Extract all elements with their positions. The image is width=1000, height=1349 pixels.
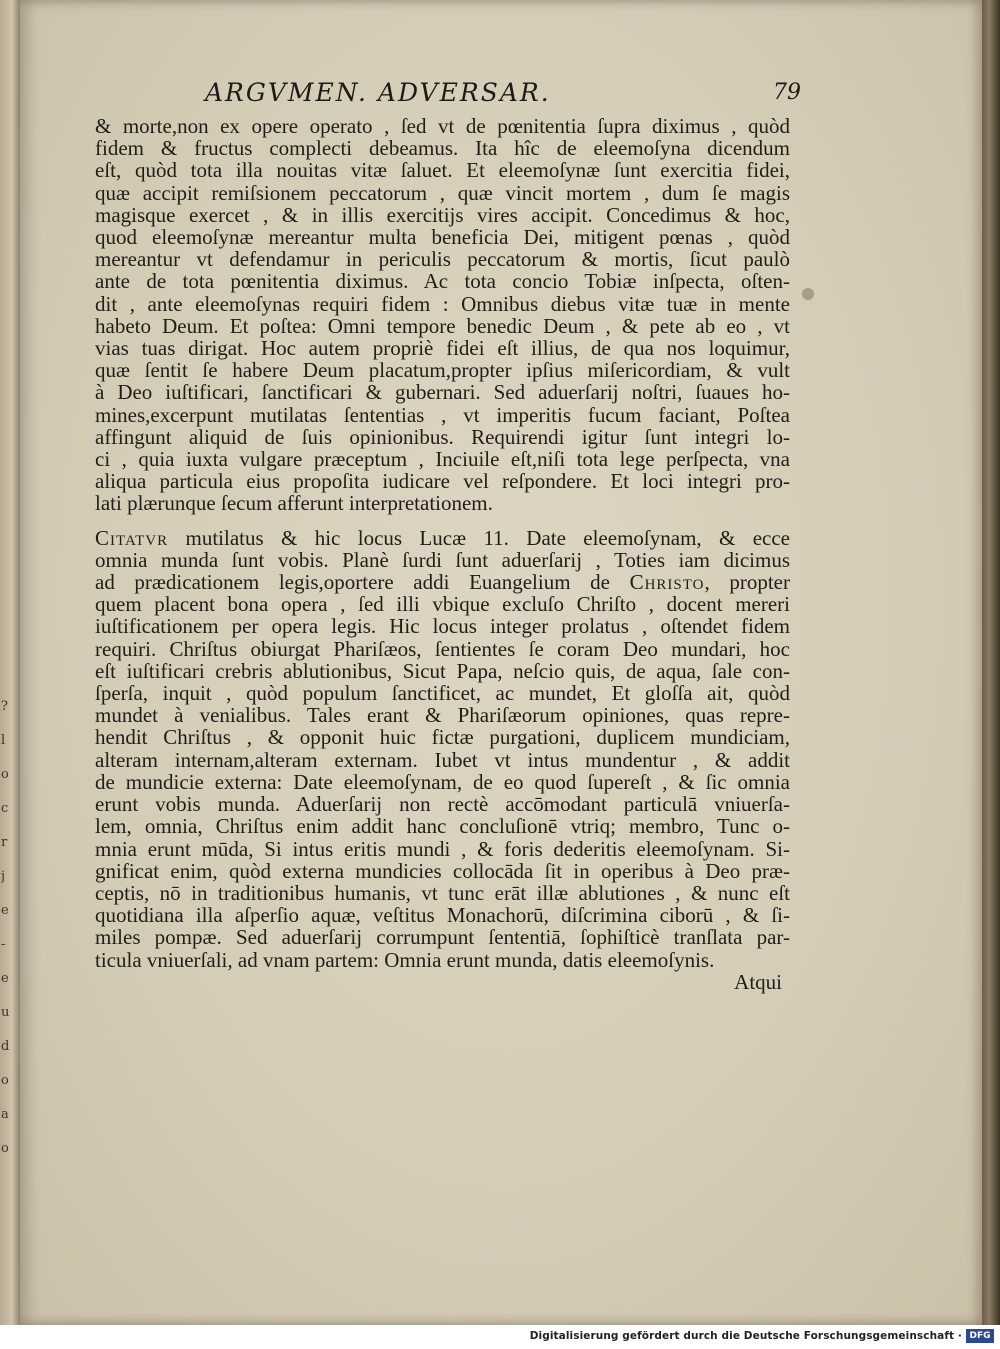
- text-line: omnia munda ſunt vobis. Planè ſurdi ſunt aduerſarij , Toties iam dicimus: [95, 547, 790, 572]
- facing-page-char: r: [1, 835, 8, 850]
- facing-page-char: o: [1, 1073, 9, 1088]
- text-line: quæ accipit remiſsionem peccatorum , quæ vincit mortem , dum ſe magis: [95, 180, 790, 205]
- text-line: affingunt aliquid de ſuis opinionibus. Requirendi igitur ſunt integri lo-: [95, 424, 790, 449]
- text-line: quem placent bona opera , ſed illi vbique excluſo Chriſto , docent mereri: [95, 592, 790, 617]
- text-line: requiri. Chriſtus obiurgat Phariſæos, ſentientes ſe coram Deo mundari, hoc: [95, 636, 790, 661]
- text-line: eſt iuſtificari crebris ablutionibus, Sicut Papa, neſcio quis, de aqua, ſale con-: [95, 658, 790, 683]
- page-number: 79: [773, 80, 801, 105]
- text-line: magisque exercet , & in illis exercitijs vires accipit. Concedimus & hoc,: [95, 202, 790, 227]
- facing-page-char: a: [1, 1107, 9, 1122]
- text-line: gnificat enim, quòd externa mundicies collocāda ſit in operibus à Deo præ-: [95, 858, 790, 883]
- text-fragment: ad prædicationem legis,oportere addi Euangelium de: [95, 570, 630, 595]
- facing-page-char: e: [1, 971, 9, 986]
- text-line: quod eleemoſynæ mereantur multa beneficia Dei, mitigent pœnas , quòd: [95, 225, 790, 250]
- facing-page-char: -: [1, 937, 6, 952]
- text-line: ticula vniuerſali, ad vnam partem: Omnia erunt munda, datis eleemoſynis.: [95, 947, 715, 972]
- facing-page-margin-text: [1, 690, 19, 1166]
- text-line: & morte,non ex opere operato , ſed vt de pœnitentia ſupra diximus , quòd: [95, 114, 790, 138]
- facing-page-char: ?: [1, 699, 8, 714]
- text-line: erunt vobis munda. Aduerſarij non rectè accōmodant particulā vniuerſa-: [95, 792, 790, 817]
- text-line: lati plærunque ſecum afferunt interpretationem.: [95, 491, 493, 516]
- paragraph-1: [95, 115, 790, 515]
- footer-credit: Digitalisierung gefördert durch die Deutsche Forschungsgemeinschaft ·: [529, 1330, 962, 1342]
- text-line: fidem & fructus complecti debeamus. Ita hîc de eleemoſyna dicendum: [95, 136, 790, 161]
- text-line: quotidiana illa aſperſio aquæ, veſtitus Monachorū, diſcrimina ciborū , & ſi-: [95, 903, 790, 928]
- footer-bar: [0, 1325, 1000, 1349]
- text-line: miles pompæ. Sed aduerſarij corrumpunt ſententiā, ſophiſticè tranſlata par-: [95, 925, 790, 950]
- text-line: [95, 571, 790, 593]
- text-line: quæ ſentit ſe habere Deum placatum,propter ipſius miſericordiam, & vult: [95, 358, 790, 383]
- paragraph-2: [95, 527, 790, 971]
- book-page: [20, 0, 982, 1325]
- facing-page-char: o: [1, 767, 9, 782]
- text-line: mines,excerpunt mutilatas ſententias , vt imperitis fucum faciant, Poſtea: [95, 402, 790, 427]
- facing-page-char: l: [1, 733, 6, 748]
- text-line: habeto Deum. Et poſtea: Omni tempore benedic Deum , & pete ab eo , vt: [95, 313, 790, 338]
- text-line: mundet à venialibus. Tales erant & Phariſæorum opiniones, quas repre-: [95, 703, 790, 728]
- text-line: [95, 527, 790, 549]
- text-line: hendit Chriſtus , & opponit huic fictæ purgationi, duplicem mundiciam,: [95, 725, 790, 750]
- text-fragment: , propter: [704, 570, 790, 595]
- text-line: ſperſa, inquit , quòd populum ſanctificet, ac mundet, Et gloſſa ait, quòd: [95, 681, 790, 706]
- running-head: ARGVMEN. ADVERSAR.: [205, 78, 551, 107]
- text-line: mereantur vt defendamur in periculis peccatorum & mortis, ſicut paulò: [95, 247, 790, 272]
- facing-page-char: u: [1, 1005, 10, 1020]
- text-line: lem, omnia, Chriſtus enim addit hanc concluſionē vtriq; membro, Tunc o-: [95, 814, 790, 839]
- text-line: iuſtificationem per opera legis. Hic locus integer prolatus , oſtendet fidem: [95, 614, 790, 639]
- text-line: mnia erunt mūda, Si intus eritis mundi , & foris dederitis eleemoſynam. Si-: [95, 836, 790, 861]
- facing-page-char: d: [1, 1039, 10, 1054]
- facing-page-char: e: [1, 903, 9, 918]
- catchword: Atqui: [734, 969, 782, 994]
- facing-page-char: c: [1, 801, 9, 816]
- initial-word: Citatvr: [95, 525, 169, 550]
- text-fragment: mutilatus & hic locus Lucæ 11. Date eleemoſynam, & ecce: [168, 525, 790, 550]
- text-line: de mundicie externa: Date eleemoſynam, de eo quod ſupereſt , & ſic omnia: [95, 769, 790, 794]
- facing-page-char: j: [1, 869, 6, 884]
- text-line: aliqua particula eius propoſita iudicare vel reſpondere. Et loci integri pro-: [95, 469, 790, 494]
- facing-page-char: o: [1, 1141, 9, 1156]
- body-text: [95, 115, 790, 993]
- paper-stain: [802, 288, 814, 300]
- facing-page-strip: [0, 0, 20, 1325]
- text-line: ci , quia iuxta vulgare præceptum , Inciuile eſt,niſi tota lege perſpecta, vna: [95, 447, 790, 472]
- dfg-logo: DFG: [966, 1329, 994, 1343]
- text-line: alteram internam,alteram externam. Iubet vt intus mundentur , & addit: [95, 747, 790, 772]
- text-line: dit , ante eleemoſynas requiri fidem : Omnibus diebus vitæ tuæ in mente: [95, 291, 790, 316]
- text-line: eſt, quòd tota illa nouitas vitæ ſaluet. Et eleemoſynæ ſunt exercitia fidei,: [95, 158, 790, 183]
- text-line: ceptis, nō in traditionibus humanis, vt tunc erāt illæ ablutiones , & nunc eſt: [95, 880, 790, 905]
- text-line: vias tuas dirigat. Hoc autem propriè fidei eſt illius, de qua nos loquimur,: [95, 336, 790, 361]
- small-caps-word: Christo: [629, 570, 705, 595]
- text-line: à Deo iuſtificari, ſanctificari & gubernari. Sed aduerſarij noſtri, ſuaues ho-: [95, 380, 790, 405]
- page-header: [205, 78, 805, 112]
- text-line: ante de tota pœnitentia diximus. Ac tota concio Tobiæ inſpecta, oſten-: [95, 269, 790, 294]
- page-edge: [982, 0, 1000, 1325]
